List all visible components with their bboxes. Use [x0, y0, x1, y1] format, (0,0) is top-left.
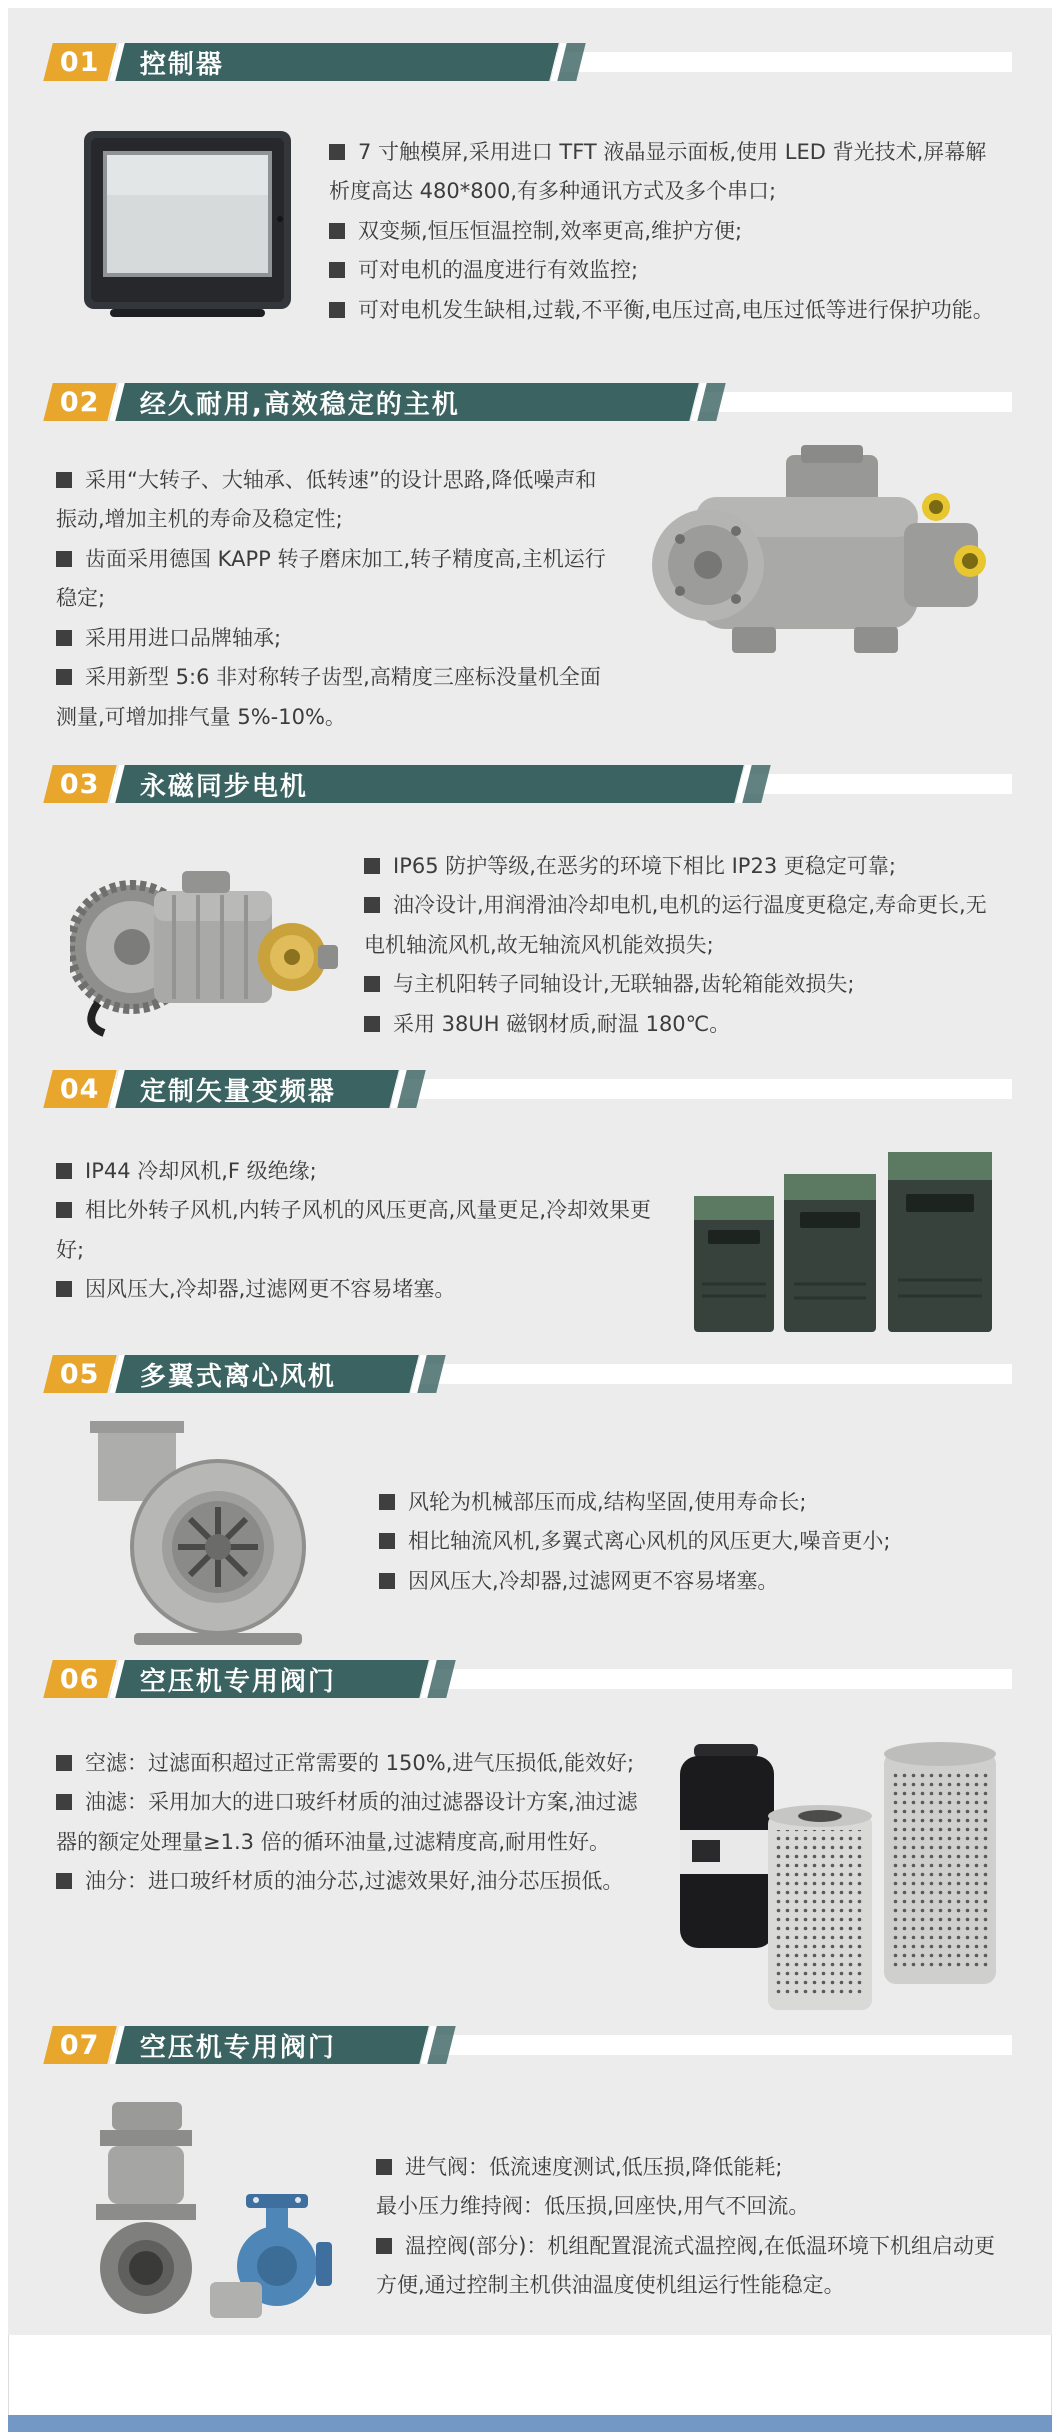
product-image-vector-inverters: [676, 1134, 1006, 1344]
feature-text: 与主机阳转子同轴设计,无联轴器,齿轮箱能效损失;: [393, 972, 855, 997]
compressor-valves-illustration: [70, 2090, 360, 2325]
section-title-bar: [109, 1660, 428, 1698]
bullet-square-icon: [56, 1202, 72, 1218]
section-content: [48, 2064, 1012, 2335]
section-content: [48, 1698, 1012, 2026]
section-number-badge: [43, 43, 116, 81]
bullet-square-icon: [376, 2159, 392, 2175]
section-header: [48, 43, 1012, 81]
vector-inverters-illustration: [676, 1134, 1006, 1344]
feature-text: 齿面采用德国 KAPP 转子磨床加工,转子精度高,主机运行稳定;: [56, 546, 606, 611]
feature-text: IP44 冷却风机,F 级绝缘;: [85, 1159, 317, 1183]
section-number-badge: [43, 1355, 116, 1393]
product-section-07: [48, 2026, 1012, 2335]
feature-text: 油分：进口玻纤材质的油分芯,过滤效果好,油分芯压损低。: [85, 1869, 624, 1894]
section-number: 07: [60, 2029, 100, 2061]
product-section-04: [48, 1070, 1012, 1355]
feature-text: 风轮为机械部压而成,结构坚固,使用寿命长;: [408, 1490, 807, 1514]
product-section-02: [48, 383, 1012, 765]
product-section-05: [48, 1355, 1012, 1660]
bullet-square-icon: [364, 976, 380, 992]
footer: [8, 2335, 1052, 2415]
bullet-square-icon: [56, 630, 72, 646]
feature-text: 油滤：采用加大的进口玻纤材质的油过滤器设计方案,油过滤器的额定处理量≥1.3 倍的循环油量,过滤精度高,耐用性好。: [56, 1790, 638, 1854]
section-number: 06: [60, 1663, 100, 1695]
section-title-bar: [109, 1355, 418, 1393]
permanent-magnet-motor-illustration: [70, 835, 340, 1060]
section-title: 永磁同步电机: [140, 771, 309, 802]
section-header: [48, 1070, 1012, 1108]
product-image-compressor-filters: [666, 1726, 1006, 2016]
feature-text: IP65 防护等级,在恶劣的环境下相比 IP23 更稳定可靠;: [393, 854, 896, 878]
bullet-square-icon: [379, 1573, 395, 1589]
section-header: [48, 1355, 1012, 1393]
bullet-square-icon: [379, 1494, 395, 1510]
section-title: 定制矢量变频器: [140, 1076, 337, 1107]
bullet-square-icon: [329, 262, 345, 278]
bullet-square-icon: [56, 551, 72, 567]
feature-text: 采用 38UH 磁钢材质,耐温 180℃。: [393, 1011, 731, 1036]
feature-text: 双变频,恒压恒温控制,效率更高,维护方便;: [358, 218, 743, 243]
bullet-square-icon: [56, 1873, 72, 1889]
bullet-square-icon: [376, 2238, 392, 2254]
feature-text: 相比外转子风机,内转子风机的风压更高,风量更足,冷却效果更好;: [56, 1198, 652, 1262]
section-header: [48, 383, 1012, 421]
bullet-square-icon: [379, 1533, 395, 1549]
touch-screen-controller-illustration: [70, 119, 305, 324]
section-content: [48, 81, 1012, 334]
product-image-centrifugal-fan: [70, 1415, 355, 1650]
feature-text: 因风压大,冷却器,过滤网更不容易堵塞。: [408, 1568, 779, 1593]
section-number-badge: [43, 1660, 116, 1698]
feature-text: 7 寸触模屏,采用进口 TFT 液晶显示面板,使用 LED 背光技术,屏幕解析度高达 480*800,有多种通讯方式及多个串口;: [329, 140, 987, 204]
section-content: [48, 421, 1012, 737]
bullet-square-icon: [364, 897, 380, 913]
product-section-06: [48, 1660, 1012, 2026]
section-number-badge: [43, 1070, 116, 1108]
section-content: [48, 1108, 1012, 1354]
section-title-bar: [109, 43, 558, 81]
section-number-badge: [43, 383, 116, 421]
section-header: [48, 1660, 1012, 1698]
section-number: 01: [60, 46, 100, 78]
section-title: 多翼式离心风机: [140, 1361, 337, 1392]
feature-text: 进气阀：低流速度测试,低压损,降低能耗;: [405, 2155, 783, 2179]
section-header: [48, 2026, 1012, 2064]
content-panel: [8, 8, 1052, 2335]
feature-text: 温控阀(部分)：机组配置混流式温控阀,在低温环境下机组启动更方便,通过控制主机供油温度使机组运行性能稳定。: [376, 2233, 996, 2298]
bullet-square-icon: [364, 858, 380, 874]
page: [0, 8, 1060, 2432]
product-image-touch-screen-controller: [70, 119, 305, 324]
bullet-square-icon: [364, 1016, 380, 1032]
bullet-square-icon: [56, 669, 72, 685]
bullet-square-icon: [56, 472, 72, 488]
section-number: 02: [60, 386, 100, 418]
section-header: [48, 765, 1012, 803]
product-section-03: [48, 765, 1012, 1070]
compressor-filters-illustration: [666, 1726, 1006, 2016]
section-number: 05: [60, 1358, 100, 1390]
bullet-square-icon: [329, 144, 345, 160]
section-content: [48, 803, 1012, 1070]
product-image-screw-air-end: [636, 439, 1006, 674]
bullet-square-icon: [56, 1281, 72, 1297]
feature-text: 采用新型 5:6 非对称转子齿型,高精度三座标没量机全面测量,可增加排气量 5%-10%。: [56, 665, 601, 729]
feature-text: 最小压力维持阀：低压损,回座快,用气不回流。: [376, 2194, 810, 2219]
bullet-square-icon: [56, 1163, 72, 1179]
product-image-compressor-valves: [70, 2090, 360, 2325]
centrifugal-fan-illustration: [70, 1415, 355, 1650]
product-image-permanent-magnet-motor: [70, 835, 340, 1060]
section-title-bar: [109, 1070, 398, 1108]
section-title: 空压机专用阀门: [140, 2032, 337, 2063]
feature-text: 采用用进口品牌轴承;: [85, 625, 282, 650]
feature-text: 可对电机发生缺相,过载,不平衡,电压过高,电压过低等进行保护功能。: [358, 297, 994, 322]
footer-accent-bar: [8, 2415, 1052, 2432]
bullet-square-icon: [329, 302, 345, 318]
section-number: 03: [60, 768, 100, 800]
section-content: [48, 1393, 1012, 1660]
feature-text: 可对电机的温度进行有效监控;: [358, 258, 639, 283]
section-number-badge: [43, 765, 116, 803]
section-title: 经久耐用,高效稳定的主机: [140, 389, 460, 420]
section-number: 04: [60, 1073, 100, 1105]
feature-text: 因风压大,冷却器,过滤网更不容易堵塞。: [85, 1277, 456, 1302]
screw-air-end-illustration: [636, 439, 1006, 674]
section-title-bar: [109, 383, 698, 421]
section-title-bar: [109, 765, 743, 803]
section-title-bar: [109, 2026, 428, 2064]
section-title: 控制器: [140, 49, 225, 80]
feature-text: 采用“大转子、大轴承、低转速”的设计思路,降低噪声和振动,增加主机的寿命及稳定性;: [56, 468, 597, 532]
bullet-square-icon: [56, 1794, 72, 1810]
bullet-square-icon: [56, 1755, 72, 1771]
section-number-badge: [43, 2026, 116, 2064]
feature-text: 相比轴流风机,多翼式离心风机的风压更大,噪音更小;: [408, 1529, 891, 1554]
bullet-square-icon: [329, 223, 345, 239]
section-title: 空压机专用阀门: [140, 1666, 337, 1697]
product-section-01: [48, 43, 1012, 383]
feature-text: 油冷设计,用润滑油冷却电机,电机的运行温度更稳定,寿命更长,无电机轴流风机,故无轴流风机能效损失;: [364, 893, 987, 957]
feature-text: 空滤：过滤面积超过正常需要的 150%,进气压损低,能效好;: [85, 1751, 635, 1775]
